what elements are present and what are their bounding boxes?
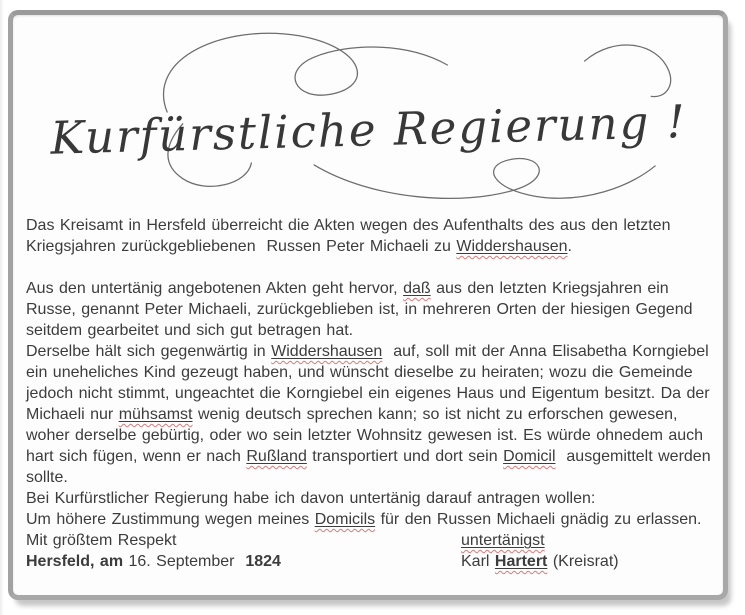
flagged-word	[119, 406, 193, 423]
spellcheck-underline: Domicil	[503, 448, 556, 465]
flourish-stroke	[314, 159, 655, 199]
text-run: auf, soll mit der Anna Elisabetha Korngiebel ein uneheliches Kind gezeugt haben, und wünscht dieselbe zu heiraten; wozu die Gemeinde jedoch nicht stimmt, ungeachtet die Korngiebel ein eigenes Haus und Eigentum besitzt. Da der Michaeli nur	[26, 343, 710, 423]
flagged-word	[461, 532, 545, 549]
text-run: Das Kreisamt in Hersfeld überreicht die Akten wegen des Aufenthalts des aus den letzten Kriegsjahren zurückgebliebenen Russen Peter Michaeli zu	[26, 217, 671, 255]
text-run: aus den letzten Kriegsjahren ein Russe, genannt Peter Michaeli, zurückgeblieben ist, in mehreren Orten der hiesigen Gegend seitdem gearbeitet und sich gut betragen hat.	[26, 280, 693, 339]
flagged-word	[315, 511, 375, 528]
signature-left	[26, 530, 461, 551]
calligraphy-header	[13, 15, 723, 213]
paragraph-3	[26, 341, 713, 488]
text-run: Bei Kurfürstlicher Regierung habe ich davon untertänig darauf antragen wollen:	[26, 490, 596, 507]
flagged-word	[495, 553, 547, 570]
paragraph-2	[26, 278, 713, 341]
text-run: (Kreisrat)	[547, 553, 619, 570]
calligraphy-title: Kurfürstliche Regierung !	[49, 95, 688, 165]
text-run: 16. September	[123, 553, 235, 570]
flagged-word	[503, 448, 555, 465]
spellcheck-underline: Widdershausen	[456, 238, 568, 255]
document-frame	[8, 10, 728, 600]
body-text	[13, 213, 723, 572]
signature-left	[26, 551, 461, 572]
text-run: transportiert und dort sein	[306, 448, 504, 465]
text-run: Um höhere Zustimmung wegen meines	[26, 511, 315, 528]
spellcheck-underline: Hartert	[494, 553, 548, 570]
paragraph-4	[26, 488, 713, 509]
flourish-stroke	[585, 45, 671, 97]
calligraphy-artwork	[15, 16, 721, 212]
flagged-word	[271, 343, 382, 360]
document-body	[26, 215, 713, 530]
text-run: wenig deutsch sprechen kann; so ist nicht zu erforschen gewesen, woher derselbe gebürtig, oder wo sein letzter Wohnsitz gewesen ist. Es würde ohnedem auch hart sich fügen, wenn er nach	[26, 406, 704, 465]
spellcheck-underline: daß	[403, 280, 431, 297]
signature-right	[461, 551, 713, 572]
flagged-word	[403, 280, 431, 297]
signature-row	[26, 551, 713, 572]
spellcheck-underline: mühsamst	[118, 406, 193, 423]
spellcheck-underline: Domicils	[314, 511, 376, 528]
text-run: Mit größtem Respekt	[26, 532, 177, 549]
paragraph-1	[26, 215, 713, 257]
text-run: für den Russen Michaeli gnädig zu erlassen.	[375, 511, 702, 528]
text-run: Aus den untertänig angebotenen Akten geht hervor,	[26, 280, 404, 297]
signature-block	[26, 530, 713, 572]
text-run: .	[567, 238, 572, 255]
flagged-word	[246, 448, 306, 465]
signature-right	[461, 530, 713, 551]
spellcheck-underline: Widdershausen	[271, 343, 383, 360]
signature-row	[26, 530, 713, 551]
text-run: Karl	[461, 553, 495, 570]
text-run: Hersfeld, am	[26, 553, 124, 570]
spellcheck-underline: Rußland	[246, 448, 307, 465]
text-run: 1824	[234, 553, 281, 570]
flourish-stroke	[164, 33, 448, 112]
text-run: Derselbe hält sich gegenwärtig in	[26, 343, 272, 360]
flagged-word	[456, 238, 567, 255]
text-run: ausgemittelt werden sollte.	[26, 448, 711, 486]
paragraph-5	[26, 509, 713, 530]
spellcheck-underline: untertänigst	[461, 532, 545, 549]
